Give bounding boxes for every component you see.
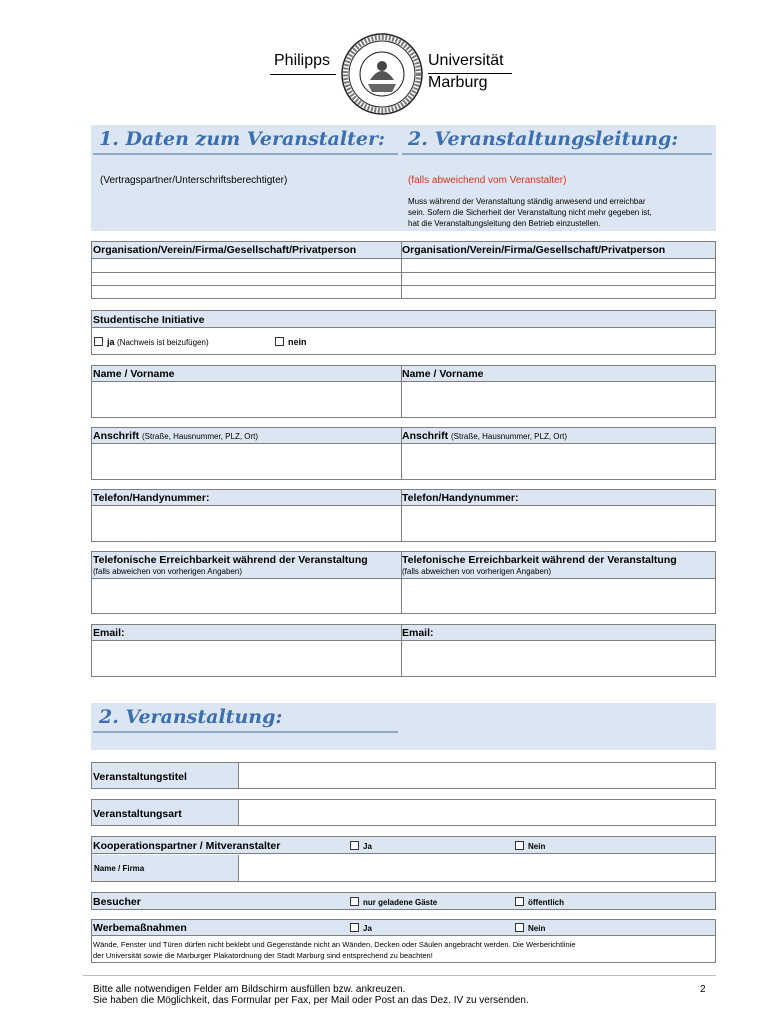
telefon-input-right[interactable] bbox=[403, 508, 714, 540]
checkbox-nein[interactable] bbox=[275, 337, 284, 346]
koop-ja-option[interactable] bbox=[350, 841, 372, 851]
org-input-right-3[interactable] bbox=[403, 286, 714, 298]
name-input-left[interactable] bbox=[93, 384, 399, 416]
anschrift-note-left: (Straße, Hausnummer, PLZ, Ort) bbox=[142, 432, 259, 441]
werbe-ja-label: Ja bbox=[363, 924, 372, 933]
erreichbarkeit-box bbox=[91, 551, 716, 614]
telefon-label-left: Telefon/Handynummer: bbox=[93, 492, 210, 504]
name-label-left: Name / Vorname bbox=[93, 368, 175, 380]
logo-text-right-1: Universität bbox=[428, 52, 504, 69]
art-label: Veranstaltungsart bbox=[93, 808, 182, 820]
erreichbar-input-right[interactable] bbox=[403, 581, 714, 612]
page-number: 2 bbox=[700, 984, 706, 995]
besucher-option-2[interactable] bbox=[515, 897, 564, 907]
checkbox-besucher-oeffentlich[interactable] bbox=[515, 897, 524, 906]
logo-text-right-2: Marburg bbox=[428, 74, 488, 91]
name-box bbox=[91, 365, 716, 418]
koop-label: Kooperationspartner / Mitveranstalter bbox=[93, 840, 281, 852]
email-input-right[interactable] bbox=[403, 643, 714, 675]
checkbox-ja[interactable] bbox=[94, 337, 103, 346]
section1-title: 1. Daten zum Veranstalter: bbox=[99, 128, 385, 150]
anschrift-label-left bbox=[93, 430, 258, 442]
org-label-left: Organisation/Verein/Firma/Gesellschaft/Privatperson bbox=[93, 244, 357, 256]
org-input-left-1[interactable] bbox=[93, 259, 399, 271]
student-nein-option[interactable] bbox=[275, 337, 307, 347]
koop-name-input[interactable] bbox=[241, 856, 714, 880]
section2-note-3: hat die Veranstaltungsleitung den Betrieb einzustellen. bbox=[408, 219, 601, 228]
email-box bbox=[91, 624, 716, 677]
org-label-right: Organisation/Verein/Firma/Gesellschaft/Privatperson bbox=[402, 244, 666, 256]
section2-note-red: (falls abweichend vom Veranstalter) bbox=[408, 175, 567, 186]
besucher-row bbox=[91, 892, 716, 910]
titel-input[interactable] bbox=[241, 764, 714, 787]
org-table bbox=[91, 241, 716, 299]
name-input-right[interactable] bbox=[403, 384, 714, 416]
titel-label: Veranstaltungstitel bbox=[93, 771, 187, 783]
anschrift-text-right: Anschrift bbox=[402, 430, 449, 442]
checkbox-koop-nein[interactable] bbox=[515, 841, 524, 850]
werbe-box bbox=[91, 919, 716, 963]
student-nein-label: nein bbox=[288, 337, 307, 347]
university-logo bbox=[270, 30, 520, 120]
telefon-box bbox=[91, 489, 716, 542]
org-input-right-1[interactable] bbox=[403, 259, 714, 271]
koop-box bbox=[91, 836, 716, 882]
erreichbar-label-left: Telefonische Erreichbarkeit während der Veranstaltung bbox=[93, 554, 368, 566]
section1-subtitle: (Vertragspartner/Unterschriftsberechtigter) bbox=[100, 175, 288, 186]
student-initiative-box bbox=[91, 310, 716, 355]
art-row bbox=[91, 799, 716, 826]
anschrift-input-right[interactable] bbox=[403, 446, 714, 478]
email-label-right: Email: bbox=[402, 627, 434, 639]
student-ja-label: ja bbox=[107, 337, 115, 347]
checkbox-koop-ja[interactable] bbox=[350, 841, 359, 850]
art-input[interactable] bbox=[241, 801, 714, 824]
erreichbar-note-left: (falls abweichen von vorherigen Angaben) bbox=[93, 567, 242, 576]
section2-note-2: sein. Sofern die Sicherheit der Veranstaltung nicht mehr gegeben ist, bbox=[408, 208, 652, 217]
anschrift-text-left: Anschrift bbox=[93, 430, 140, 442]
section2-note-1: Muss während der Veranstaltung ständig anwesend und erreichbar bbox=[408, 197, 646, 206]
footer-line-2: Sie haben die Möglichkeit, das Formular per Fax, per Mail oder Post an das Dez. IV zu versenden. bbox=[93, 995, 529, 1006]
checkbox-besucher-geladen[interactable] bbox=[350, 897, 359, 906]
koop-nein-option[interactable] bbox=[515, 841, 545, 851]
checkbox-werbe-nein[interactable] bbox=[515, 923, 524, 932]
erreichbar-note-right: (falls abweichen von vorherigen Angaben) bbox=[402, 567, 551, 576]
student-label: Studentische Initiative bbox=[93, 314, 205, 326]
anschrift-note-right: (Straße, Hausnummer, PLZ, Ort) bbox=[451, 432, 568, 441]
koop-name-label: Name / Firma bbox=[94, 864, 145, 873]
telefon-label-right: Telefon/Handynummer: bbox=[402, 492, 519, 504]
checkbox-werbe-ja[interactable] bbox=[350, 923, 359, 932]
erreichbar-input-left[interactable] bbox=[93, 581, 399, 612]
email-input-left[interactable] bbox=[93, 643, 399, 675]
org-input-right-2[interactable] bbox=[403, 273, 714, 284]
anschrift-label-right bbox=[402, 430, 567, 442]
student-ja-note: (Nachweis ist beizufügen) bbox=[117, 338, 209, 347]
anschrift-input-left[interactable] bbox=[93, 446, 399, 478]
org-input-left-2[interactable] bbox=[93, 273, 399, 284]
university-seal-icon bbox=[340, 32, 424, 116]
section2-title: 2. Veranstaltungsleitung: bbox=[408, 128, 679, 150]
logo-text-left: Philipps bbox=[274, 52, 331, 69]
werbe-note-1: Wände, Fenster und Türen dürfen nicht beklebt und Gegenstände nicht an Wänden, Decken oder Säulen angebracht werden. Die Werberichtlinie bbox=[93, 940, 576, 949]
erreichbar-label-right: Telefonische Erreichbarkeit während der Veranstaltung bbox=[402, 554, 677, 566]
email-label-left: Email: bbox=[93, 627, 125, 639]
werbe-label: Werbemaßnahmen bbox=[93, 922, 187, 934]
koop-nein-label: Nein bbox=[528, 842, 546, 851]
student-ja-option[interactable] bbox=[94, 337, 209, 347]
koop-ja-label: Ja bbox=[363, 842, 372, 851]
titel-row bbox=[91, 762, 716, 789]
footer-line-1: Bitte alle notwendigen Felder am Bildschirm ausfüllen bzw. ankreuzen. bbox=[93, 984, 406, 995]
org-input-left-3[interactable] bbox=[93, 286, 399, 298]
werbe-nein-option[interactable] bbox=[515, 923, 545, 933]
werbe-nein-label: Nein bbox=[528, 924, 546, 933]
section3-title: 2. Veranstaltung: bbox=[99, 706, 283, 728]
besucher-2-label: öffentlich bbox=[528, 898, 564, 907]
besucher-option-1[interactable] bbox=[350, 897, 437, 907]
werbe-note-2: der Universität sowie die Marburger Plakatordnung der Stadt Marburg sind entsprechend zu beachten! bbox=[93, 951, 433, 960]
besucher-1-label: nur geladene Gäste bbox=[363, 898, 438, 907]
werbe-ja-option[interactable] bbox=[350, 923, 372, 933]
anschrift-box bbox=[91, 427, 716, 480]
name-label-right: Name / Vorname bbox=[402, 368, 484, 380]
besucher-label: Besucher bbox=[93, 896, 141, 908]
telefon-input-left[interactable] bbox=[93, 508, 399, 540]
